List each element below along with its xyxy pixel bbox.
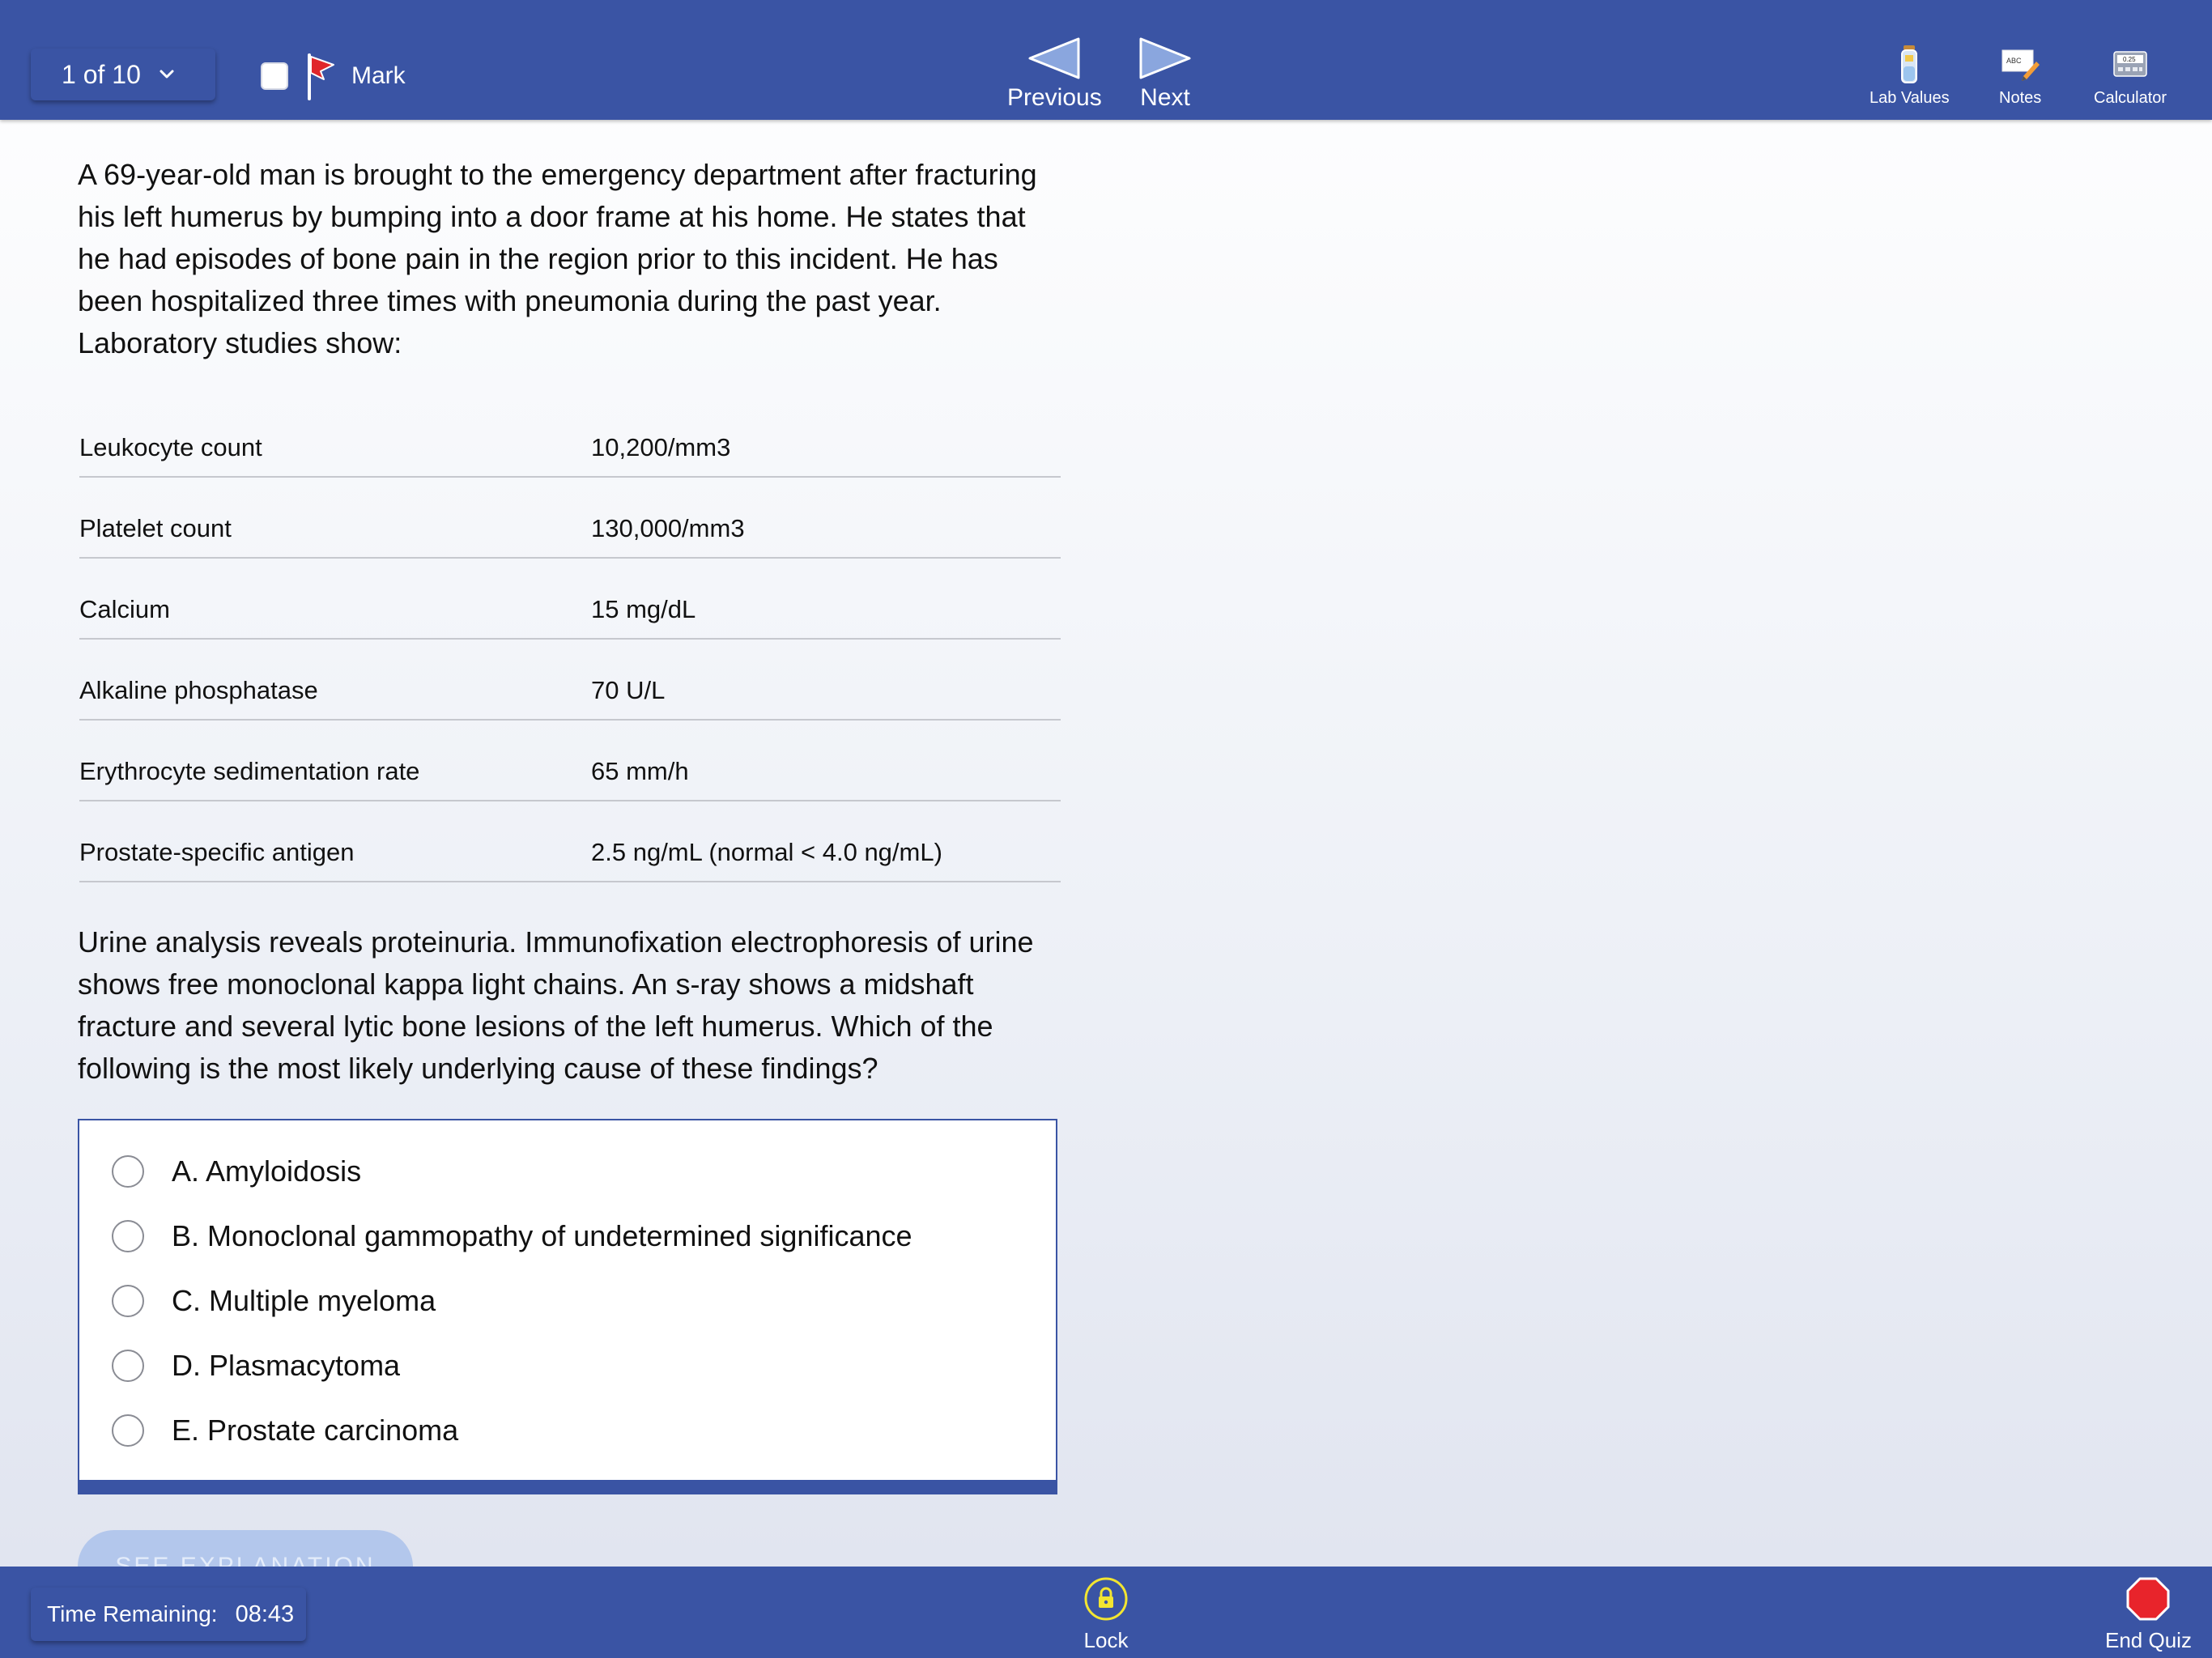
lab-name: Calcium	[79, 595, 170, 623]
answer-choice-label: D. Plasmacytoma	[172, 1349, 401, 1382]
previous-button[interactable]	[1007, 36, 1102, 112]
bottom-toolbar	[0, 1567, 2212, 1658]
lab-values-label: Lab Values	[1870, 89, 1950, 107]
lab-value: 70 U/L	[591, 676, 666, 704]
previous-arrow-icon	[1025, 36, 1083, 81]
lock-label: Lock	[1083, 1628, 1129, 1652]
answer-choice-label: A. Amyloidosis	[172, 1154, 362, 1188]
calculator-label: Calculator	[2094, 89, 2167, 107]
lab-row	[79, 397, 1061, 478]
lab-name: Alkaline phosphatase	[79, 676, 318, 704]
question-prompt: Urine analysis reveals proteinuria. Immunofixation electrophoresis of urine shows free monoclonal kappa light chains. An s-ray shows a midshaft fracture and several lytic bone lesions of the left humerus. Which of the following is the most likely underlying cause of these findings?	[78, 925, 1034, 1085]
top-toolbar	[0, 0, 2212, 120]
lock-icon	[1083, 1576, 1129, 1622]
answer-choice-label: E. Prostate carcinoma	[172, 1414, 459, 1447]
question-stem: A 69-year-old man is brought to the emergency department after fracturing his left humerus by bumping into a door frame at his home. He states that he had episodes of bone pain in the region prior to this incident. He has been hospitalized three times with pneumonia during the past year. Laboratory studies show:	[78, 158, 1037, 359]
end-quiz-label: End Quiz	[2105, 1628, 2192, 1652]
calculator-icon	[2109, 44, 2151, 84]
calculator-button[interactable]	[2094, 44, 2167, 108]
answer-choice-b[interactable]	[112, 1219, 912, 1253]
next-button[interactable]	[1136, 36, 1194, 112]
answer-choice-d[interactable]	[112, 1349, 400, 1383]
stop-icon	[2125, 1576, 2171, 1622]
mark-control	[261, 52, 406, 100]
next-label: Next	[1140, 84, 1190, 111]
time-remaining	[31, 1588, 306, 1641]
lab-row	[79, 640, 1061, 721]
lab-results-table	[79, 397, 1061, 882]
answer-panel-bottom-bar	[79, 1480, 1056, 1493]
lab-name: Erythrocyte sedimentation rate	[79, 757, 420, 785]
lab-row	[79, 478, 1061, 559]
radio-button[interactable]	[112, 1220, 144, 1252]
mark-label: Mark	[351, 62, 406, 89]
flag-icon[interactable]	[303, 52, 338, 100]
end-quiz-button[interactable]	[2105, 1576, 2192, 1653]
notes-label: Notes	[1999, 89, 2042, 107]
lab-name: Platelet count	[79, 514, 232, 542]
lab-value: 15 mg/dL	[591, 595, 696, 623]
question-content	[78, 154, 1066, 1090]
lab-value: 130,000/mm3	[591, 514, 745, 542]
svg-text:ABC: ABC	[2006, 57, 2022, 65]
radio-button[interactable]	[112, 1414, 144, 1447]
time-remaining-label: Time Remaining:	[47, 1601, 218, 1626]
answer-choice-label: B. Monoclonal gammopathy of undetermined significance	[172, 1219, 912, 1252]
question-selector[interactable]	[31, 49, 215, 100]
svg-text:0.25: 0.25	[2123, 56, 2136, 63]
previous-label: Previous	[1007, 84, 1102, 111]
time-remaining-value: 08:43	[235, 1601, 295, 1627]
lock-button[interactable]	[1083, 1576, 1129, 1653]
notes-icon	[1999, 44, 2041, 84]
lab-value: 2.5 ng/mL (normal < 4.0 ng/mL)	[591, 838, 942, 866]
radio-button[interactable]	[112, 1155, 144, 1188]
lab-values-button[interactable]	[1870, 44, 1950, 108]
mark-checkbox[interactable]	[261, 62, 288, 90]
lab-row	[79, 559, 1061, 640]
answer-choice-a[interactable]	[112, 1154, 361, 1188]
question-selector-label: 1 of 10	[62, 59, 141, 89]
notes-button[interactable]	[1999, 44, 2041, 108]
radio-button[interactable]	[112, 1350, 144, 1382]
lab-row	[79, 801, 1061, 882]
lab-values-icon	[1888, 44, 1930, 84]
answer-choice-c[interactable]	[112, 1284, 436, 1318]
answer-choice-e[interactable]	[112, 1414, 458, 1448]
lab-row	[79, 721, 1061, 801]
lab-value: 65 mm/h	[591, 757, 689, 785]
answer-choice-label: C. Multiple myeloma	[172, 1284, 436, 1317]
radio-button[interactable]	[112, 1285, 144, 1317]
next-arrow-icon	[1136, 36, 1194, 81]
lab-value: 10,200/mm3	[591, 433, 731, 461]
answer-choices-panel	[78, 1119, 1057, 1494]
chevron-down-icon	[159, 66, 175, 83]
lab-name: Leukocyte count	[79, 433, 262, 461]
lab-name: Prostate-specific antigen	[79, 838, 355, 866]
